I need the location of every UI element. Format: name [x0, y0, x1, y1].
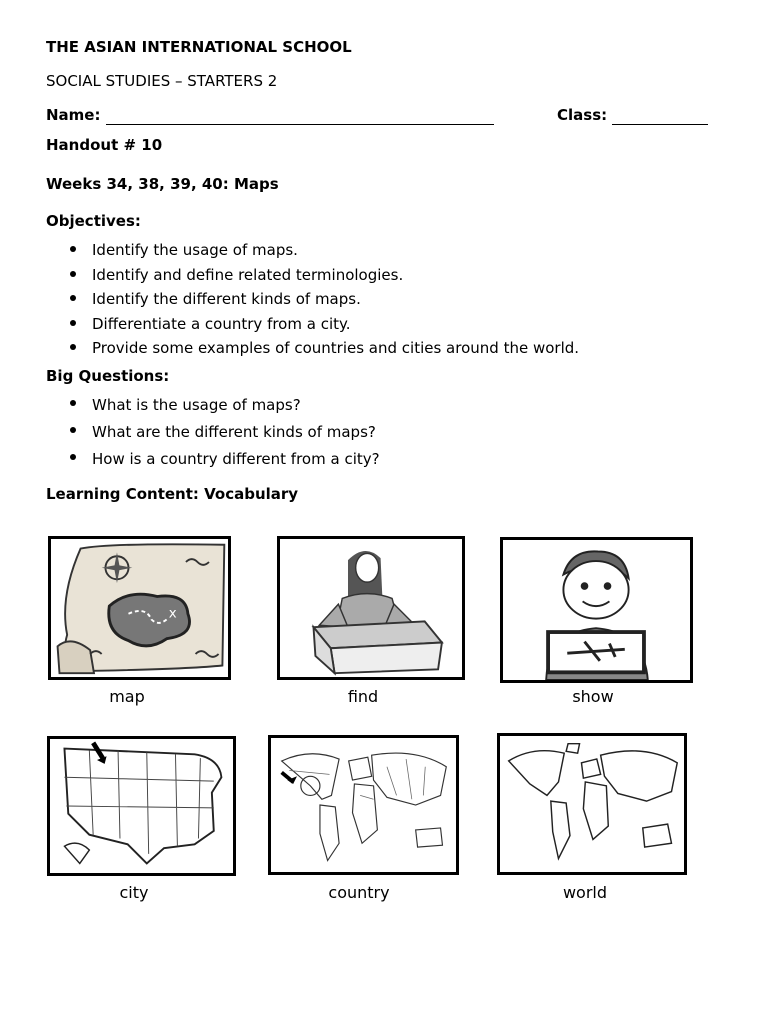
class-label: Class: — [557, 106, 608, 124]
learning-content-heading: Learning Content: Vocabulary — [46, 485, 299, 503]
list-item: Identify the usage of maps. — [60, 238, 579, 263]
list-item: What is the usage of maps? — [60, 392, 380, 419]
svg-text:x: x — [168, 606, 177, 622]
vocab-caption-world: world — [562, 883, 608, 902]
list-item: How is a country different from a city? — [60, 446, 380, 473]
list-item: Identify the different kinds of maps. — [60, 287, 579, 312]
list-item: Identify and define related terminologies. — [60, 263, 579, 288]
vocab-caption-city: city — [119, 883, 149, 902]
name-row — [46, 106, 494, 125]
woman-searching-box-icon — [277, 536, 465, 680]
vocab-caption-map: map — [109, 687, 145, 706]
list-item: Differentiate a country from a city. — [60, 312, 579, 337]
list-item: What are the different kinds of maps? — [60, 419, 380, 446]
class-row — [557, 106, 708, 125]
class-blank — [612, 106, 708, 125]
treasure-map-icon — [48, 536, 231, 680]
big-questions-heading: Big Questions: — [46, 367, 170, 385]
list-item: Provide some examples of countries and cities around the world. — [60, 336, 579, 361]
world-political-map-icon — [268, 735, 459, 875]
objectives-list — [60, 238, 579, 361]
usa-states-map-icon — [47, 736, 236, 876]
handout-number: Handout # 10 — [46, 136, 163, 154]
name-label: Name: — [46, 106, 101, 124]
vocab-caption-show: show — [572, 687, 614, 706]
vocab-caption-country: country — [328, 883, 390, 902]
school-name: THE ASIAN INTERNATIONAL SCHOOL — [46, 38, 352, 56]
vocab-caption-find: find — [347, 687, 379, 706]
big-questions-list — [60, 392, 380, 473]
weeks-title: Weeks 34, 38, 39, 40: Maps — [46, 175, 279, 193]
boy-holding-picture-icon — [500, 537, 693, 683]
objectives-heading: Objectives: — [46, 212, 141, 230]
subject-title: SOCIAL STUDIES – STARTERS 2 — [46, 72, 278, 90]
world-outline-map-icon — [497, 733, 687, 875]
name-blank — [106, 106, 494, 125]
